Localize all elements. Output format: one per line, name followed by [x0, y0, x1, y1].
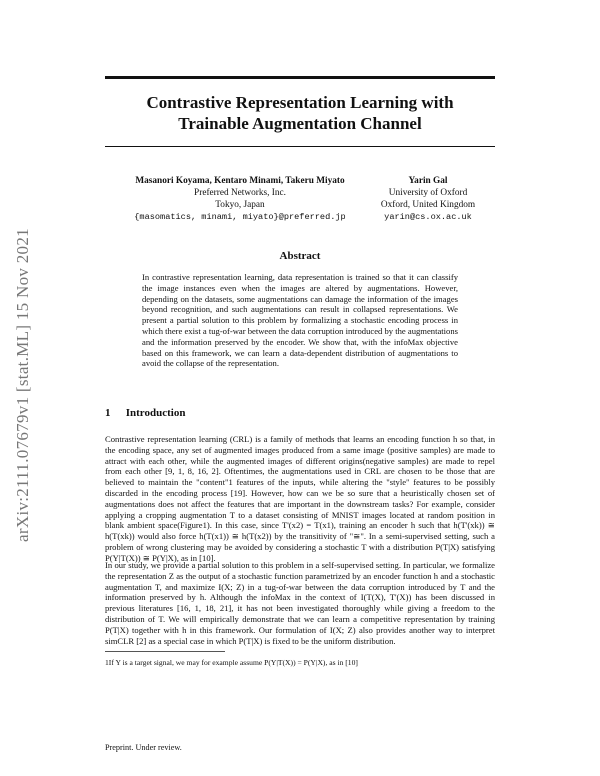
paper-title: [105, 92, 495, 134]
author-location-left: Tokyo, Japan: [215, 200, 265, 210]
section-number: 1: [105, 407, 111, 419]
intro-paragraph-1: Contrastive representation learning (CRL) is a family of methods that learns an encoding function h so that, in the encoding space, any set of augmented images produced from a same image (positive samples) are made to attract with each other, while the augmented images of different origins(negative samples) are made to repel from each other [9, 1, 8, 16, 2]. Oftentimes, the augmentations used in CRL are chosen to be those that are believed to maintain the "content"1 features of the inputs, while altering the "style" features to be possibly discarded in the encoding process [19]. However, how can we be so sure that a heuristically chosen set of augmentations does not affect the features that are important in the downstream tasks? For example, consider applying a cropping augmentation T to a dataset consisting of MNIST images located at random position in blank ambient space(Figure1). In this case, since T'(x2) = T(x1), training an encoder h such that h(T'(xk)) ≅ h(T(xk)) would also force h(T(x1)) ≅ h(T(x2)) by the transitivity of "≅". In a semi-supervised setting, such a problem of wrong clustering may be avoided by considering a stochastic T with a distribution P(T|X) satisfying P(Y|T(X)) ≅ P(Y|X), as in [10].: [105, 434, 495, 563]
preprint-notice: Preprint. Under review.: [105, 743, 182, 752]
author-names-left: Masanori Koyama, Kentaro Minami, Takeru Miyato: [135, 176, 345, 186]
author-block-left: [120, 175, 360, 223]
author-email-left: {masomatics, minami, miyato}@preferred.jp: [134, 212, 346, 222]
author-email-right: yarin@cs.ox.ac.uk: [384, 212, 472, 222]
author-location-right: Oxford, United Kingdom: [380, 200, 476, 210]
section-heading: [105, 407, 185, 419]
footnote: 1If Y is a target signal, we may for example assume P(Y|T(X)) = P(Y|X), as in [10]: [105, 658, 358, 667]
title-rule-bottom: [105, 146, 495, 147]
author-block-right: [368, 175, 488, 223]
arxiv-identifier-text: arXiv:2111.07679v1 [stat.ML] 15 Nov 2021: [13, 228, 32, 542]
title-rule-top: [105, 76, 495, 79]
footnote-rule: [105, 651, 225, 652]
intro-paragraph-2: In our study, we provide a partial solution to this problem in a self-supervised setting. In particular, we formalize the representation Z as the output of a stochastic function parametrized by an encoder function h and a stochastic augmentation T, and maximize I(X; Z) in a tug-of-war between the data corruption introduced by T and the information preserved by h. Although the infoMax in the context of I(T(X), T'(X)) has been discussed in previous literatures [16, 1, 18, 21], it has not been investigated thoroughly while giving a freedom to the distribution of T. We will empirically demonstrate that we can learn a competitive representation by training P(T|X) together with h in this framework. Our formulation of I(X; Z) also provides another way to interpret simCLR [2] as a special case in which P(T|X) is fixed to be the uniform distribution.: [105, 560, 495, 646]
section-title: Introduction: [125, 407, 186, 419]
paper-title-line-1: Contrastive Representation Learning with: [146, 93, 454, 112]
arxiv-identifier: [8, 210, 38, 560]
abstract-body: In contrastive representation learning, data representation is trained so that it can classify the image instances even when the images are altered by augmentations. However, depending on the datasets, some augmentations can damage the information of the images beyond recognition, and such augmentations can result in collapsed representations. We present a partial solution to this problem by formalizing a stochastic encoding process in which there exist a tug-of-war between the data corruption introduced by the augmentations and the information preserved by the encoder. We show that, with the infoMax objective based on this framework, we can learn a data-dependent distribution of augmentations to avoid the collapse of the representation.: [142, 272, 458, 369]
author-affiliation-right: University of Oxford: [388, 188, 468, 198]
author-names-right: Yarin Gal: [408, 176, 448, 186]
author-affiliation-left: Preferred Networks, Inc.: [194, 188, 286, 198]
abstract-heading: Abstract: [279, 250, 321, 262]
paper-title-line-2: Trainable Augmentation Channel: [178, 114, 422, 133]
